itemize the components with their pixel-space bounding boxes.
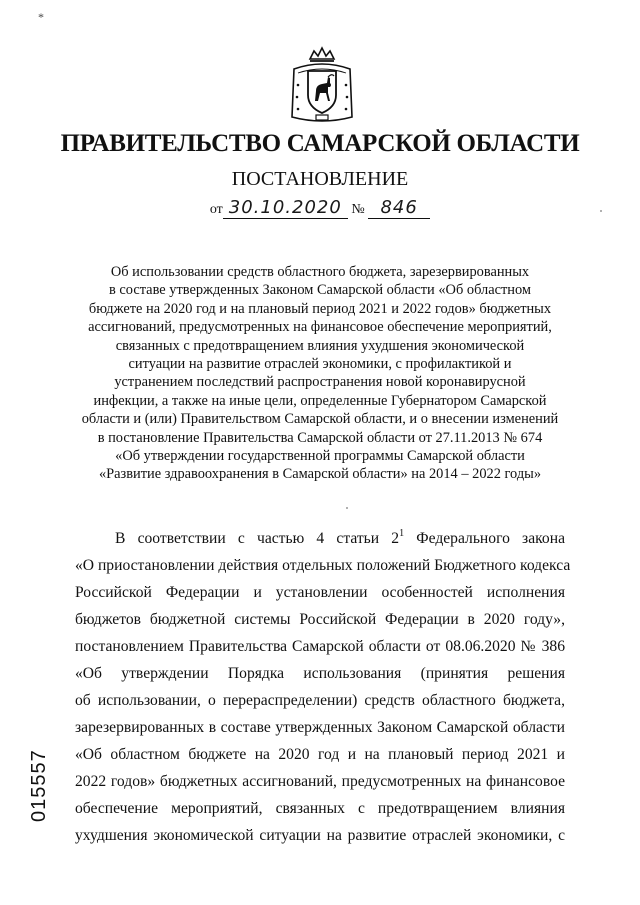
number-prefix: № xyxy=(351,202,365,217)
side-serial-number: 015557 xyxy=(28,749,50,822)
title-line: бюджете на 2020 год и на плановый период 2021 и 2022 годов» бюджетных xyxy=(88,300,552,317)
title-line: области и (или) Правительством Самарской области, и о внесении изменений xyxy=(81,411,559,428)
title-line: ситуации на развитие отраслей экономики, с профилактикой и xyxy=(128,356,512,373)
superscript: 1 xyxy=(399,528,405,539)
body-text xyxy=(75,525,571,849)
title-line: ассигнований, предусмотренных на финансовое обеспечение мероприятий, xyxy=(88,319,552,336)
scan-speck xyxy=(600,210,602,212)
handwritten-date: 30.10.2020 xyxy=(223,197,348,219)
date-prefix: от xyxy=(209,202,223,217)
body-line: бюджетов бюджетной системы Российской Федерации в 2020 году», xyxy=(75,611,565,628)
body-line: ухудшения экономической ситуации на развитие отраслей экономики, с xyxy=(75,827,565,844)
title-line: связанных с предотвращением влияния ухудшения экономической xyxy=(115,337,525,354)
title-line: инфекции, а также на иные цели, определенные Губернатором Самарской xyxy=(93,392,547,409)
title-line: «Развитие здравоохранения в Самарской области» на 2014 – 2022 годы» xyxy=(98,466,542,483)
handwritten-number: 846 xyxy=(368,197,430,219)
body-line: «Об утверждении Порядка использования (принятия решения xyxy=(75,665,565,682)
body-line: об использовании, о перераспределении) средств областного бюджета, xyxy=(75,692,565,709)
body-line: обеспечение мероприятий, связанных с предотвращением влияния xyxy=(75,800,565,817)
government-title: ПРАВИТЕЛЬСТВО САМАРСКОЙ ОБЛАСТИ xyxy=(60,130,580,157)
coat-of-arms-icon xyxy=(286,45,358,125)
body-line: 2022 годов» бюджетных ассигнований, предусмотренных на финансовое xyxy=(75,773,565,790)
scan-speck xyxy=(346,507,348,509)
body-line: постановлением Правительства Самарской области от 08.06.2020 № 386 xyxy=(75,638,565,655)
body-line: «Об областном бюджете на 2020 год и на плановый период 2021 и xyxy=(75,746,565,763)
title-line: в постановление Правительства Самарской области от 27.11.2013 № 674 xyxy=(97,429,543,446)
body-line: «О приостановлении действия отдельных положений Бюджетного кодекса xyxy=(75,557,571,574)
corner-mark: * xyxy=(38,10,44,24)
document-type: ПОСТАНОВЛЕНИЕ xyxy=(231,168,409,190)
title-line: Об использовании средств областного бюджета, зарезервированных xyxy=(110,264,530,280)
resolution-title xyxy=(70,263,570,484)
body-text-end: Федерального закона xyxy=(404,530,565,547)
title-line: устранением последствий распространения новой коронавирусной xyxy=(114,374,526,391)
title-line: в составе утвержденных Законом Самарской области «Об областном xyxy=(109,282,531,299)
body-line xyxy=(75,525,565,552)
title-line: «Об утверждении государственной программы Самарской области xyxy=(115,448,525,465)
body-line: Российской Федерации и установлении особенностей исполнения xyxy=(75,584,565,601)
body-text-start: В соответствии с частью 4 статьи 2 xyxy=(115,530,400,547)
body-line: зарезервированных в составе утвержденных Законом Самарской области xyxy=(75,719,565,736)
date-number-line xyxy=(0,197,640,219)
